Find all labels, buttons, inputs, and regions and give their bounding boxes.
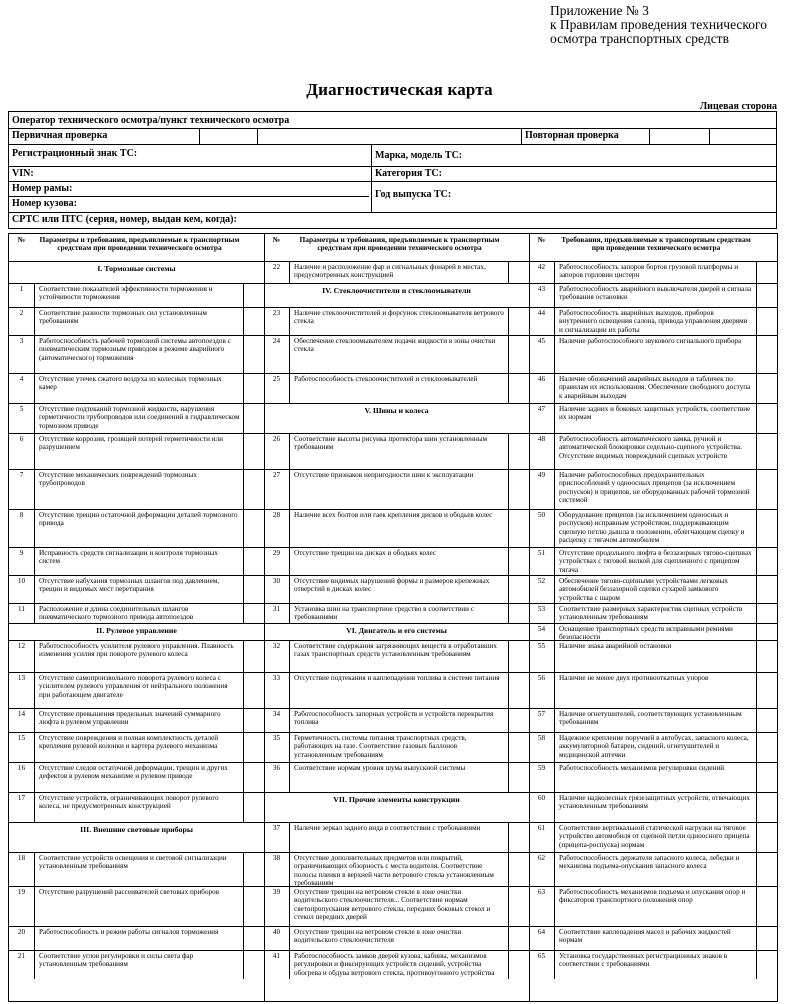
section-title: II. Рулевое управление xyxy=(96,626,177,635)
table-row xyxy=(264,926,529,951)
section-header xyxy=(264,623,529,641)
table-row xyxy=(529,509,777,548)
table-row xyxy=(9,950,264,979)
row-text: Отсутствие продольного люфта в беззазорных тягово-сцепных устройствах с тяговой вилкой для сцепленного с прицепом тягача xyxy=(559,549,752,574)
col3-head-req: Требования, предъявляемые к транспортным средствам при проведении технического осмотра xyxy=(561,235,751,252)
table-row xyxy=(9,852,264,887)
row-number: 43 xyxy=(537,285,546,293)
table-row xyxy=(9,373,264,404)
table-row xyxy=(264,762,529,793)
section-title: VI. Двигатель и его системы xyxy=(346,626,447,635)
table-row xyxy=(9,283,264,308)
table-row xyxy=(529,640,777,673)
make-model-label: Марка, модель ТС: xyxy=(375,150,463,161)
section-title: V. Шины и колеса xyxy=(364,406,429,415)
row-text: Наличие знака аварийной остановки xyxy=(559,642,672,650)
row-number: 38 xyxy=(272,854,281,862)
row-number: 57 xyxy=(537,710,546,718)
row-text: Наличие стеклоочистителей и форсунок стеклоомывателя ветрового стекла xyxy=(294,309,504,326)
row-text: Соответствие показателей эффективности торможения и устойчивости торможения xyxy=(39,285,213,302)
col2-head-params: Параметры и требования, предъявляемые к транспортным средствам при проведении технического осмотра xyxy=(299,235,500,252)
row-text: Соответствие углов регулировки и силы света фар установленным требованиям xyxy=(39,952,194,969)
table-row xyxy=(529,307,777,336)
table-row xyxy=(264,732,529,763)
row-number: 36 xyxy=(272,764,281,772)
table-row xyxy=(264,433,529,470)
category-label: Категория ТС: xyxy=(375,168,442,179)
table-row xyxy=(264,335,529,374)
srts-label: СРТС или ПТС (серия, номер, выдан кем, когда): xyxy=(12,214,237,225)
table-row xyxy=(9,886,264,927)
table-row xyxy=(9,708,264,733)
table-row xyxy=(264,708,529,733)
row-number: 16 xyxy=(17,764,26,772)
table-row xyxy=(9,732,264,763)
row-number: 34 xyxy=(272,710,281,718)
page-title: Диагностическая карта xyxy=(306,80,493,99)
row-text: Надежное крепление поручней в автобусах, запасного колеса, аккумуляторной батареи, сидений, огнетушителей и медицинской аптечки xyxy=(559,734,749,759)
table-row xyxy=(9,762,264,793)
row-number: 4 xyxy=(19,375,24,383)
table-row xyxy=(529,762,777,793)
table-row xyxy=(264,261,529,284)
section-header xyxy=(9,261,264,284)
row-number: 31 xyxy=(272,605,281,613)
row-text: Отсутствие трещин на ветровом стекле в зоне очистки водительского стеклоочистителя xyxy=(294,928,462,945)
row-text: Наличие задних и боковых защитных устройств, соответствие их нормам xyxy=(559,405,751,422)
row-number: 52 xyxy=(537,577,546,585)
table-row xyxy=(529,792,777,823)
row-number: 25 xyxy=(272,375,281,383)
row-text: Работоспособность стеклоочистителей и стеклоомывателей xyxy=(294,375,478,383)
row-number: 13 xyxy=(17,674,26,682)
row-text: Работоспособность замков дверей кузова, кабины, механизмов регулировки и фиксирующих устройств сидений, устройства обогрева и обдува ветрового стекла, противоугонного устройства xyxy=(294,952,495,977)
row-text: Отсутствие коррозии, грозящей потерей герметичности или разрушением xyxy=(39,435,224,452)
section-title: III. Внешние световые приборы xyxy=(80,825,193,834)
row-text: Соответствие содержания загрязняющих веществ в отработавших газах транспортных средств установленным требованиям xyxy=(294,642,497,659)
row-number: 53 xyxy=(537,605,546,613)
row-number: 32 xyxy=(272,642,281,650)
vin-label: VIN: xyxy=(12,168,34,179)
table-row xyxy=(529,732,777,763)
reg-sign-label: Регистрационный знак ТС: xyxy=(12,148,138,159)
row-number: 1 xyxy=(19,285,24,293)
row-text: Обеспечение тягово-сцепными устройствами легковых автомобилей беззазорной сцепки сухарей замкового устройства с шаром xyxy=(559,577,728,602)
row-text: Отсутствие механических повреждений тормозных трубопроводов xyxy=(39,471,197,488)
row-number: 17 xyxy=(17,794,26,802)
table-row xyxy=(529,672,777,709)
table-row xyxy=(264,603,529,624)
row-number: 28 xyxy=(272,511,281,519)
row-number: 19 xyxy=(17,888,26,896)
col1-head-params: Параметры и требования, предъявляемые к транспортным средствам при проведении технического осмотра xyxy=(39,235,240,252)
table-row xyxy=(529,373,777,404)
row-text: Наличие надколесных грязезащитных устройств, отвечающих установленным требованиям xyxy=(559,794,750,811)
row-number: 15 xyxy=(17,734,26,742)
row-number: 41 xyxy=(272,952,281,960)
row-number: 37 xyxy=(272,824,281,832)
appendix-line-1: Приложение № 3 xyxy=(550,3,649,18)
col3-head-num: № xyxy=(537,235,546,244)
table-row xyxy=(529,547,777,576)
table-row xyxy=(264,640,529,673)
table-row xyxy=(529,335,777,374)
row-text: Соответствие высоты рисунка протектора шин установленным требованиям xyxy=(294,435,488,452)
row-number: 18 xyxy=(17,854,26,862)
row-number: 63 xyxy=(537,888,546,896)
table-row xyxy=(529,261,777,284)
row-number: 48 xyxy=(537,435,546,443)
row-number: 7 xyxy=(19,471,24,479)
table-row xyxy=(264,547,529,576)
row-text: Наличие работоспособных предохранительных приспособлений у одноосных прицепов (за исключением роспусков) и прицепов, не оборудованных рабочей тормозной системой xyxy=(559,471,750,504)
table-row xyxy=(9,792,264,823)
table-row xyxy=(9,335,264,374)
row-number: 58 xyxy=(537,734,546,742)
row-text: Отсутствие повреждения и полная комплектность деталей крепления рулевой колонки и картера рулевого механизма xyxy=(39,734,219,751)
row-number: 27 xyxy=(272,471,281,479)
table-row xyxy=(9,603,264,624)
table-row xyxy=(9,672,264,709)
table-row xyxy=(264,575,529,604)
row-number: 6 xyxy=(19,435,24,443)
year-label: Год выпуска ТС: xyxy=(375,189,452,200)
primary-check-label: Первичная проверка xyxy=(12,130,108,141)
row-text: Наличие не менее двух противооткатных упоров xyxy=(559,674,709,682)
section-title: VII. Прочие элементы конструкции xyxy=(333,795,460,804)
row-text: Отсутствие утечек сжатого воздуха из колесных тормозных камер xyxy=(39,375,222,392)
row-text: Наличие обозначений аварийных выходов и табличек по правилам их использования. Обеспечение свободного доступа к аварийным выходам xyxy=(559,375,751,400)
table-row xyxy=(264,509,529,548)
table-row xyxy=(529,950,777,979)
row-text: Оснащение транспортных средств исправными ремнями безопасности xyxy=(559,625,733,641)
section-title: IV. Стеклоочистители и стеклоомыватели xyxy=(322,286,471,295)
row-number: 62 xyxy=(537,854,546,862)
col2-head-num: № xyxy=(272,235,281,244)
table-row xyxy=(9,469,264,510)
row-text: Отсутствие разрушений рассеивателей световых приборов xyxy=(39,888,220,896)
table-row xyxy=(9,403,264,434)
table-row xyxy=(529,623,777,641)
row-text: Отсутствие видимых нарушений формы и размеров крепежных отверстий в дисках колес xyxy=(294,577,490,594)
table-row xyxy=(529,403,777,434)
table-row xyxy=(529,603,777,624)
section-header xyxy=(264,403,529,434)
column-1 xyxy=(9,234,264,1001)
table-row xyxy=(9,509,264,548)
body-number-label: Номер кузова: xyxy=(12,198,77,209)
row-text: Расположение и длина соединительных шлангов пневматического тормозного привода автопоездов xyxy=(39,605,194,622)
row-text: Соответствие размерных характеристик сцепных устройств установленным требованиям xyxy=(559,605,743,622)
row-text: Отсутствие превышения предельных значений суммарного люфта в рулевом управлении xyxy=(39,710,221,727)
table-row xyxy=(264,373,529,404)
col1-head-num: № xyxy=(17,235,26,244)
section-header xyxy=(9,822,264,853)
row-number: 35 xyxy=(272,734,281,742)
row-text: Исправность средств сигнализации и контроля тормозных систем xyxy=(39,549,218,566)
row-text: Наличие всех болтов или гаек крепления дисков и ободьев колес xyxy=(294,511,493,519)
table-row xyxy=(529,469,777,510)
row-number: 42 xyxy=(537,263,546,271)
table-row xyxy=(529,822,777,853)
row-number: 61 xyxy=(537,824,546,832)
row-text: Установка государственных регистрационных знаков в соответствии с требованиями xyxy=(559,952,728,969)
frame-number-label: Номер рамы: xyxy=(12,183,73,194)
table-row xyxy=(264,822,529,853)
row-number: 8 xyxy=(19,511,24,519)
table-row xyxy=(529,708,777,733)
row-text: Работоспособность запорных устройств и устройств перекрытия топлива xyxy=(294,710,494,727)
table-row xyxy=(529,433,777,470)
row-number: 50 xyxy=(537,511,546,519)
row-text: Оборудование прицепов (за исключением одноосных и роспусков) исправным устройством, поддерживающим сцепную петлю дышла в положении, облегчающем сцепку и расцепку с тягачом автомобилем xyxy=(559,511,745,544)
row-text: Соответствие вертикальной статической нагрузки на тяговое устройство автомобиля от сцепной петли одноосного прицепа (прицепа-роспуска) нормам xyxy=(559,824,750,849)
table-row xyxy=(264,950,529,979)
column-3 xyxy=(529,234,777,1001)
table-row xyxy=(264,469,529,510)
row-text: Отсутствие набухания тормозных шлангов под давлением, трещин и видимых мест перетирания xyxy=(39,577,220,594)
column-2 xyxy=(264,234,529,1001)
row-text: Отсутствие подтекания и каплепадения топлива в системе питания xyxy=(294,674,500,682)
row-number: 20 xyxy=(17,928,26,936)
row-number: 45 xyxy=(537,337,546,345)
row-text: Отсутствие устройств, ограничивающих поворот рулевого колеса, не предусмотренных конструкцией xyxy=(39,794,219,811)
table-row xyxy=(529,852,777,887)
row-text: Соответствие нормам уровня шума выпускной системы xyxy=(294,764,466,772)
row-text: Отсутствие следов остаточной деформации, трещин и других дефектов в рулевом механизме и рулевом приводе xyxy=(39,764,228,781)
table-row xyxy=(9,926,264,951)
row-number: 2 xyxy=(19,309,24,317)
section-title: I. Тормозные системы xyxy=(97,264,176,273)
row-text: Наличие огнетушителей, соответствующих установленным требованиям xyxy=(559,710,742,727)
row-text: Отсутствие дополнительных предметов или покрытий, ограничивающих обзорность с места водителя. Соответствие полосы пленки в верхней части ветрового стекла установленным требованиям xyxy=(294,854,494,887)
row-number: 11 xyxy=(18,605,25,613)
vehicle-info-table xyxy=(8,111,777,229)
row-text: Работоспособность автоматического замка, ручной и автоматической блокировки седельно-сцепного устройства. Отсутствие видимых повреждений сцепных устройств xyxy=(559,435,742,460)
table-row xyxy=(264,886,529,927)
row-text: Обеспечение стеклоомывателем подачи жидкости в зоны очистки стекла xyxy=(294,337,496,354)
section-header xyxy=(264,283,529,308)
row-number: 39 xyxy=(272,888,281,896)
row-number: 54 xyxy=(537,625,546,633)
row-text: Соответствие разности тормозных сил установленным требованиям xyxy=(39,309,207,326)
row-number: 29 xyxy=(272,549,281,557)
row-number: 12 xyxy=(17,642,26,650)
table-row xyxy=(9,640,264,673)
row-text: Работоспособность аварийных выходов, приборов внутреннего освещения салона, привода управления дверями и сигнализации их работы xyxy=(559,309,748,334)
row-text: Работоспособность усилителя рулевого управления. Плавность изменения усилия при повороте рулевого колеса xyxy=(39,642,234,659)
section-header xyxy=(264,792,529,823)
operator-label: Оператор технического осмотра/пункт технического осмотра xyxy=(12,115,290,126)
row-number: 65 xyxy=(537,952,546,960)
row-number: 30 xyxy=(272,577,281,585)
row-text: Работоспособность механизмов регулировки сидений xyxy=(559,764,725,772)
row-text: Наличие работоспособного звукового сигнального прибора xyxy=(559,337,742,345)
table-row xyxy=(9,307,264,336)
appendix-line-2: к Правилам проведения технического xyxy=(550,17,767,32)
row-number: 14 xyxy=(17,710,26,718)
table-row xyxy=(9,547,264,576)
row-number: 59 xyxy=(537,764,546,772)
row-number: 26 xyxy=(272,435,281,443)
table-row xyxy=(264,672,529,709)
row-number: 24 xyxy=(272,337,281,345)
repeat-check-label: Повторная проверка xyxy=(525,130,619,141)
row-number: 47 xyxy=(537,405,546,413)
table-row xyxy=(529,926,777,951)
column-3-header xyxy=(529,234,777,261)
row-number: 46 xyxy=(537,375,546,383)
row-number: 49 xyxy=(537,471,546,479)
appendix-line-3: осмотра транспортных средств xyxy=(550,31,729,46)
row-number: 44 xyxy=(537,309,546,317)
row-number: 5 xyxy=(19,405,24,413)
row-number: 22 xyxy=(272,263,281,271)
row-text: Работоспособность запоров бортов грузовой платформы и запоров горловин цистерн xyxy=(559,263,739,280)
row-text: Соответствие каплепадения масел и рабочих жидкостей нормам xyxy=(559,928,731,945)
row-text: Отсутствие признаков непригодности шин к эксплуатации xyxy=(294,471,474,479)
row-number: 10 xyxy=(17,577,26,585)
table-row xyxy=(529,575,777,604)
row-text: Отсутствие трещин на ветровом стекле в зоне очистки водительского стеклоочистителя... Соответствие нормам светопропускания ветрового стекла, передних боковых стекол и стекол передних дверей xyxy=(294,888,491,921)
row-text: Работоспособность держателя запасного колеса, лебедки и механизма подъема-опускания запасного колеса xyxy=(559,854,740,871)
column-2-header xyxy=(264,234,529,261)
row-number: 56 xyxy=(537,674,546,682)
row-number: 21 xyxy=(17,952,26,960)
row-text: Соответствие устройств освещения и световой сигнализации установленным требованиям xyxy=(39,854,227,871)
row-number: 60 xyxy=(537,794,546,802)
table-row xyxy=(9,433,264,470)
row-number: 64 xyxy=(537,928,546,936)
column-1-header xyxy=(9,234,264,261)
row-text: Отсутствие самопроизвольного поворота рулевого колеса с усилителем рулевого управления от нейтрального положения при работающем двигателе xyxy=(39,674,228,699)
row-text: Работоспособность механизмов подъема и опускания опор и фиксаторов транспортного положения опор xyxy=(559,888,746,905)
table-row xyxy=(264,852,529,887)
row-number: 51 xyxy=(537,549,546,557)
row-text: Работоспособность аварийного выключателя дверей и сигнала требования остановки xyxy=(559,285,752,302)
row-text: Отсутствие подтеканий тормозной жидкости, нарушения герметичности трубопроводов или соединений в гидравлическом тормозном приводе xyxy=(39,405,240,430)
row-number: 3 xyxy=(19,337,24,345)
row-number: 9 xyxy=(19,549,24,557)
table-row xyxy=(529,283,777,308)
table-row xyxy=(9,575,264,604)
row-text: Наличие и расположение фар и сигнальных фонарей в местах, предусмотренных конструкцией xyxy=(294,263,486,280)
row-number: 40 xyxy=(272,928,281,936)
row-text: Работоспособность рабочей тормозной системы автопоездов с пневматическим тормозным приводом в режиме аварийного (автоматического) торможения xyxy=(39,337,231,362)
row-text: Работоспособность и режим работы сигналов торможения xyxy=(39,928,219,936)
side-label: Лицевая сторона xyxy=(699,101,777,112)
row-number: 33 xyxy=(272,674,281,682)
table-row xyxy=(529,886,777,927)
appendix-note xyxy=(550,4,767,46)
row-text: Герметичность системы питания транспортных средств, работающих на газе. Соответствие газовых баллонов установленным требованиям xyxy=(294,734,467,759)
row-number: 55 xyxy=(537,642,546,650)
row-text: Установка шин на транспортное средство в соответствии с требованиями xyxy=(294,605,474,622)
section-header xyxy=(9,623,264,641)
diagnostic-table xyxy=(8,233,778,1002)
table-row xyxy=(264,307,529,336)
row-text: Отсутствие трещин на дисках и ободьях колес xyxy=(294,549,437,557)
row-text: Наличие зеркал заднего вида в соответствии с требованиями xyxy=(294,824,481,832)
row-text: Отсутствие трещин остаточной деформации деталей тормозного привода xyxy=(39,511,238,528)
row-number: 23 xyxy=(272,309,281,317)
